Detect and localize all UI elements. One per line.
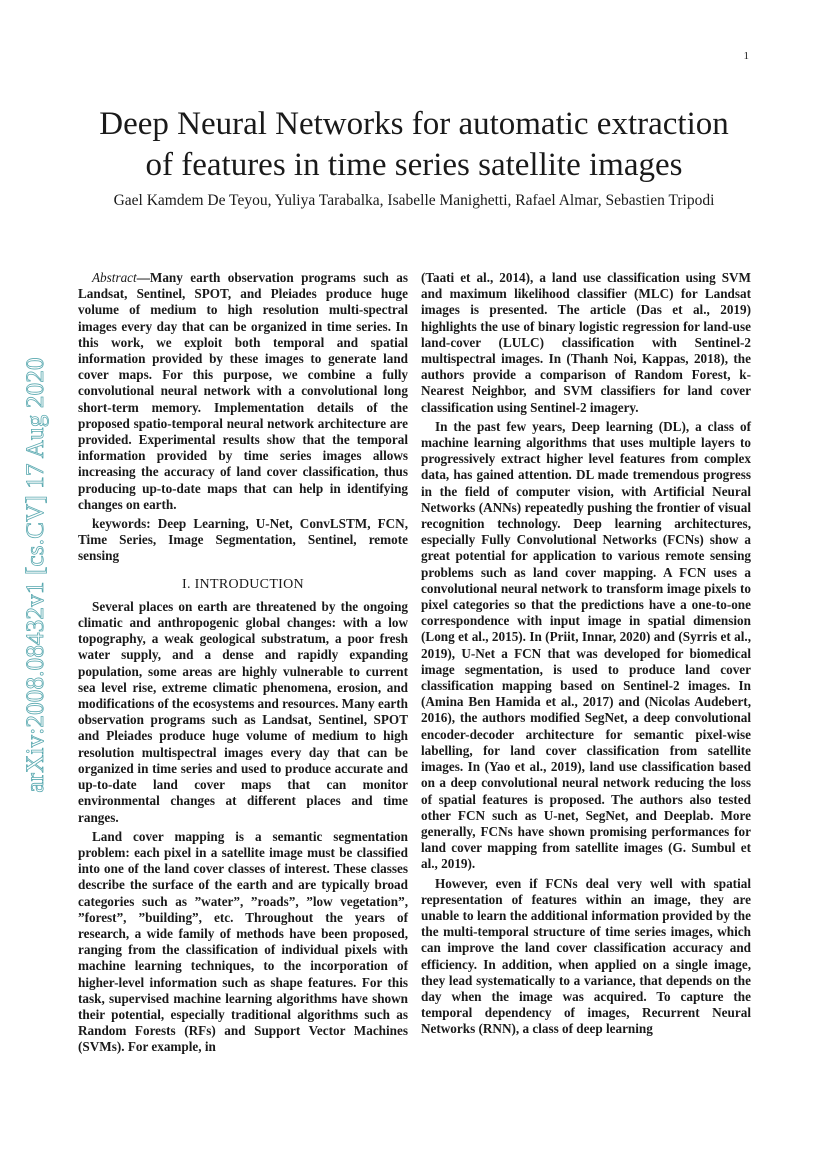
page-number: 1 [743, 50, 749, 62]
intro-paragraph-3: (Taati et al., 2014), a land use classification using SVM and maximum likelihood classifier (MLC) for Landsat images is presented. The article (Das et al., 2019) highlights the use of binary logistic regression for land-use land-cover (LULC) classification with Sentinel-2 multispectral images. In (Thanh Noi, Kappas, 2018), the authors provide a comparison of Random Forest, k-Nearest Neighbor, and SVM classifiers for land cover classification using Sentinel-2 imagery. [421, 270, 751, 415]
right-column [421, 270, 751, 1041]
abstract-text: —Many earth observation programs such as Landsat, Sentinel, SPOT, and Pleiades produce huge volume of medium to high resolution multi-spectral images every day that can be organized in time series. In this work, we exploit both temporal and spatial information provided by these images to generate land cover maps. For this purpose, we combine a fully convolutional neural network with a convolutional long short-term memory. Implementation details of the proposed spatio-temporal neural network architecture are provided. Experimental results show that the temporal information provided by time series images allows increasing the accuracy of land cover classification, thus producing up-to-date maps that can help in identifying changes on earth. [78, 270, 408, 512]
intro-paragraph-5: However, even if FCNs deal very well with spatial representation of features within an image, they are unable to learn the additional information provided by the the multi-temporal structure of time series images, which can improve the land cover classification accuracy and efficiency. In addition, when applied on a single image, they lead systematically to a variance, that depends on the day when the image was acquired. To capture the temporal dependency of images, Recurrent Neural Networks (RNN), a class of deep learning [421, 875, 751, 1037]
author-list: Gael Kamdem De Teyou, Yuliya Tarabalka, Isabelle Manighetti, Rafael Almar, Sebastien Tripodi [113, 192, 715, 209]
intro-paragraph-1: Several places on earth are threatened by the ongoing climatic and anthropogenic global changes: with a low topography, a weak geological substratum, a poor fresh water supply, and a dense and rapidly expanding population, some areas are highly vulnerable to current sea level rise, extreme climatic phenomena, erosion, and modifications of the ecosystems and resources. Many earth observation programs such as Landsat, Sentinel, SPOT and Pleiades produce huge volume of medium to high resolution multispectral images every day that can be organized in time series and used to produce accurate and up-to-date land cover maps that can monitor environmental changes at different places and time ranges. [78, 598, 408, 825]
abstract [78, 270, 408, 513]
title-line-1: Deep Neural Networks for automatic extraction [99, 106, 729, 142]
section-heading-introduction: I. INTRODUCTION [182, 576, 304, 592]
intro-paragraph-4: In the past few years, Deep learning (DL), a class of machine learning algorithms that uses multiple layers to progressively extract higher level features from complex data, has gained attention. DL made tremendous progress in the field of computer vision, with Artificial Neural Networks (ANNs) repeatedly pushing the frontier of visual recognition technology. Deep learning architectures, especially Fully Convolutional Networks (FCNs) show a great potential for application to various remote sensing problems such as land cover mapping. A FCN uses a convolutional neural network to transform image pixels to pixel categories so that the predictions have a one-to-one correspondence with input image in spatial dimension (Long et al., 2015). In (Priit, Innar, 2020) and (Syrris et al., 2019), U-Net a FCN that was developed for biomedical image segmentation, is used to produce land cover classification mapping based on Sentinel-2 images. In (Amina Ben Hamida et al., 2017) and (Nicolas Audebert, 2016), the authors modified SegNet, a deep convolutional encoder-decoder architecture for semantic pixel-wise labelling, for land cover classification from satellite images. In (Yao et al., 2019), land use classification based on a deep convolutional neural network reducing the loss of spatial features is proposed. The authors also tested other FCN such as U-net, SegNet, and Deeplab. More generally, FCNs have shown promising performances for land cover mapping from satellite images (G. Sumbul et al., 2019). [421, 418, 751, 872]
abstract-label: Abstract [92, 270, 137, 285]
intro-paragraph-2: Land cover mapping is a semantic segmentation problem: each pixel in a satellite image must be classified into one of the land cover classes of interest. These classes describe the surface of the earth and are typically broad categories such as ”water”, ”roads”, ”low vegetation”, ”forest”, ”building”, etc. Throughout the years of research, a wide family of methods have been proposed, ranging from the classification of individual pixels with machine learning techniques, to the incorporation of higher-level information such as shape features. For this task, supervised machine learning algorithms have shown their potential, especially traditional algorithms such as Random Forests (RFs) and Support Vector Machines (SVMs). For example, in [78, 828, 408, 1055]
paper-title [60, 104, 768, 186]
keywords: keywords: Deep Learning, U-Net, ConvLSTM, FCN, Time Series, Image Segmentation, Sentinel, remote sensing [78, 516, 408, 564]
arxiv-identifier-stamp [17, 322, 55, 828]
left-column [78, 270, 408, 1059]
arxiv-identifier-text: arXiv:2008.08432v1 [cs.CV] 17 Aug 2020 [22, 357, 49, 793]
title-line-2: of features in time series satellite images [145, 147, 683, 183]
